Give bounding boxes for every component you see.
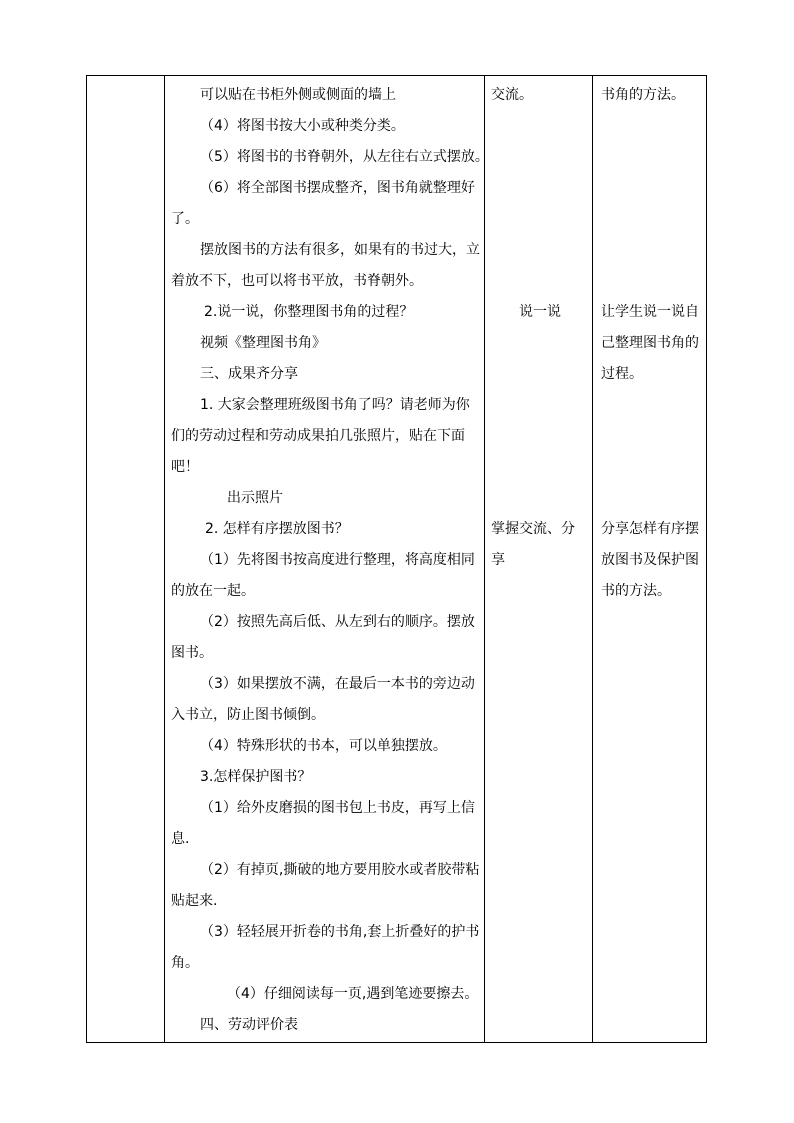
activity-line: 2.说一说，你整理图书角的过程？ bbox=[204, 304, 414, 320]
activity-line: （5）将图书的书脊朝外，从左往右立式摆放。 bbox=[200, 149, 489, 165]
student-line: 说一说 bbox=[519, 304, 561, 320]
activity-line: 着放不下，也可以将书平放，书脊朝外。 bbox=[171, 273, 423, 289]
intent-line: 让学生说一说自 bbox=[601, 304, 699, 320]
activity-line: （2）有掉页,撕破的地方要用胶水或者胶带粘 bbox=[200, 862, 480, 878]
activity-line: 们的劳动过程和劳动成果拍几张照片，贴在下面 bbox=[171, 428, 465, 444]
intent-line: 书的方法。 bbox=[601, 583, 671, 599]
activity-line: （4）特殊形状的书本，可以单独摆放。 bbox=[200, 738, 447, 754]
design-intent-cell bbox=[593, 76, 707, 1043]
activity-line: 的放在一起。 bbox=[171, 583, 255, 599]
activity-line: （3）轻轻展开折卷的书角,套上折叠好的护书 bbox=[200, 924, 480, 940]
student-line: 交流。 bbox=[491, 87, 533, 103]
activity-line: 三、成果齐分享 bbox=[200, 366, 298, 382]
intent-line: 己整理图书角的 bbox=[601, 335, 699, 351]
activity-line: 视频《整理图书角》 bbox=[200, 335, 326, 351]
activity-line: 图书。 bbox=[171, 645, 213, 661]
intent-line: 放图书及保护图 bbox=[601, 552, 699, 568]
activity-line: 角。 bbox=[171, 955, 199, 971]
intent-line: 过程。 bbox=[601, 366, 643, 382]
intent-line: 分享怎样有序摆 bbox=[601, 521, 699, 537]
intent-line: 书角的方法。 bbox=[601, 87, 685, 103]
table-row bbox=[87, 76, 707, 1043]
activity-line: 摆放图书的方法有很多，如果有的书过大，立 bbox=[200, 242, 480, 258]
activity-line: 1. 大家会整理班级图书角了吗？请老师为你 bbox=[200, 397, 470, 413]
activity-line: （3）如果摆放不满，在最后一本书的旁边动 bbox=[200, 676, 475, 692]
activity-line: （2）按照先高后低、从左到右的顺序。摆放 bbox=[200, 614, 475, 630]
activity-line: 2. 怎样有序摆放图书？ bbox=[205, 521, 349, 537]
activity-line: 3.怎样保护图书？ bbox=[200, 769, 312, 785]
empty-section-cell bbox=[87, 76, 165, 1043]
activity-line: （4）仔细阅读每一页,遇到笔迹要擦去。 bbox=[227, 986, 479, 1002]
lesson-plan-table bbox=[86, 75, 707, 1043]
activity-line: （6）将全部图书摆成整齐，图书角就整理好 bbox=[200, 180, 475, 196]
teaching-activity-cell bbox=[165, 76, 489, 1043]
activity-line: 了。 bbox=[171, 211, 199, 227]
activity-line: 入书立，防止图书倾倒。 bbox=[171, 707, 325, 723]
activity-line: 出示照片 bbox=[227, 490, 283, 506]
activity-line: （4）将图书按大小或种类分类。 bbox=[200, 118, 405, 134]
student-line: 享 bbox=[491, 552, 505, 568]
activity-line: （1）给外皮磨损的图书包上书皮，再写上信 bbox=[200, 800, 475, 816]
student-line: 掌握交流、分 bbox=[491, 521, 575, 537]
activity-line: （1）先将图书按高度进行整理，将高度相同 bbox=[200, 552, 475, 568]
activity-line: 可以贴在书柜外侧或侧面的墙上 bbox=[200, 87, 396, 103]
activity-line: 四、劳动评价表 bbox=[200, 1017, 298, 1033]
activity-line: 息. bbox=[171, 831, 190, 847]
student-activity-cell bbox=[485, 76, 593, 1043]
activity-line: 吧！ bbox=[171, 459, 199, 475]
activity-line: 贴起来. bbox=[171, 893, 218, 909]
